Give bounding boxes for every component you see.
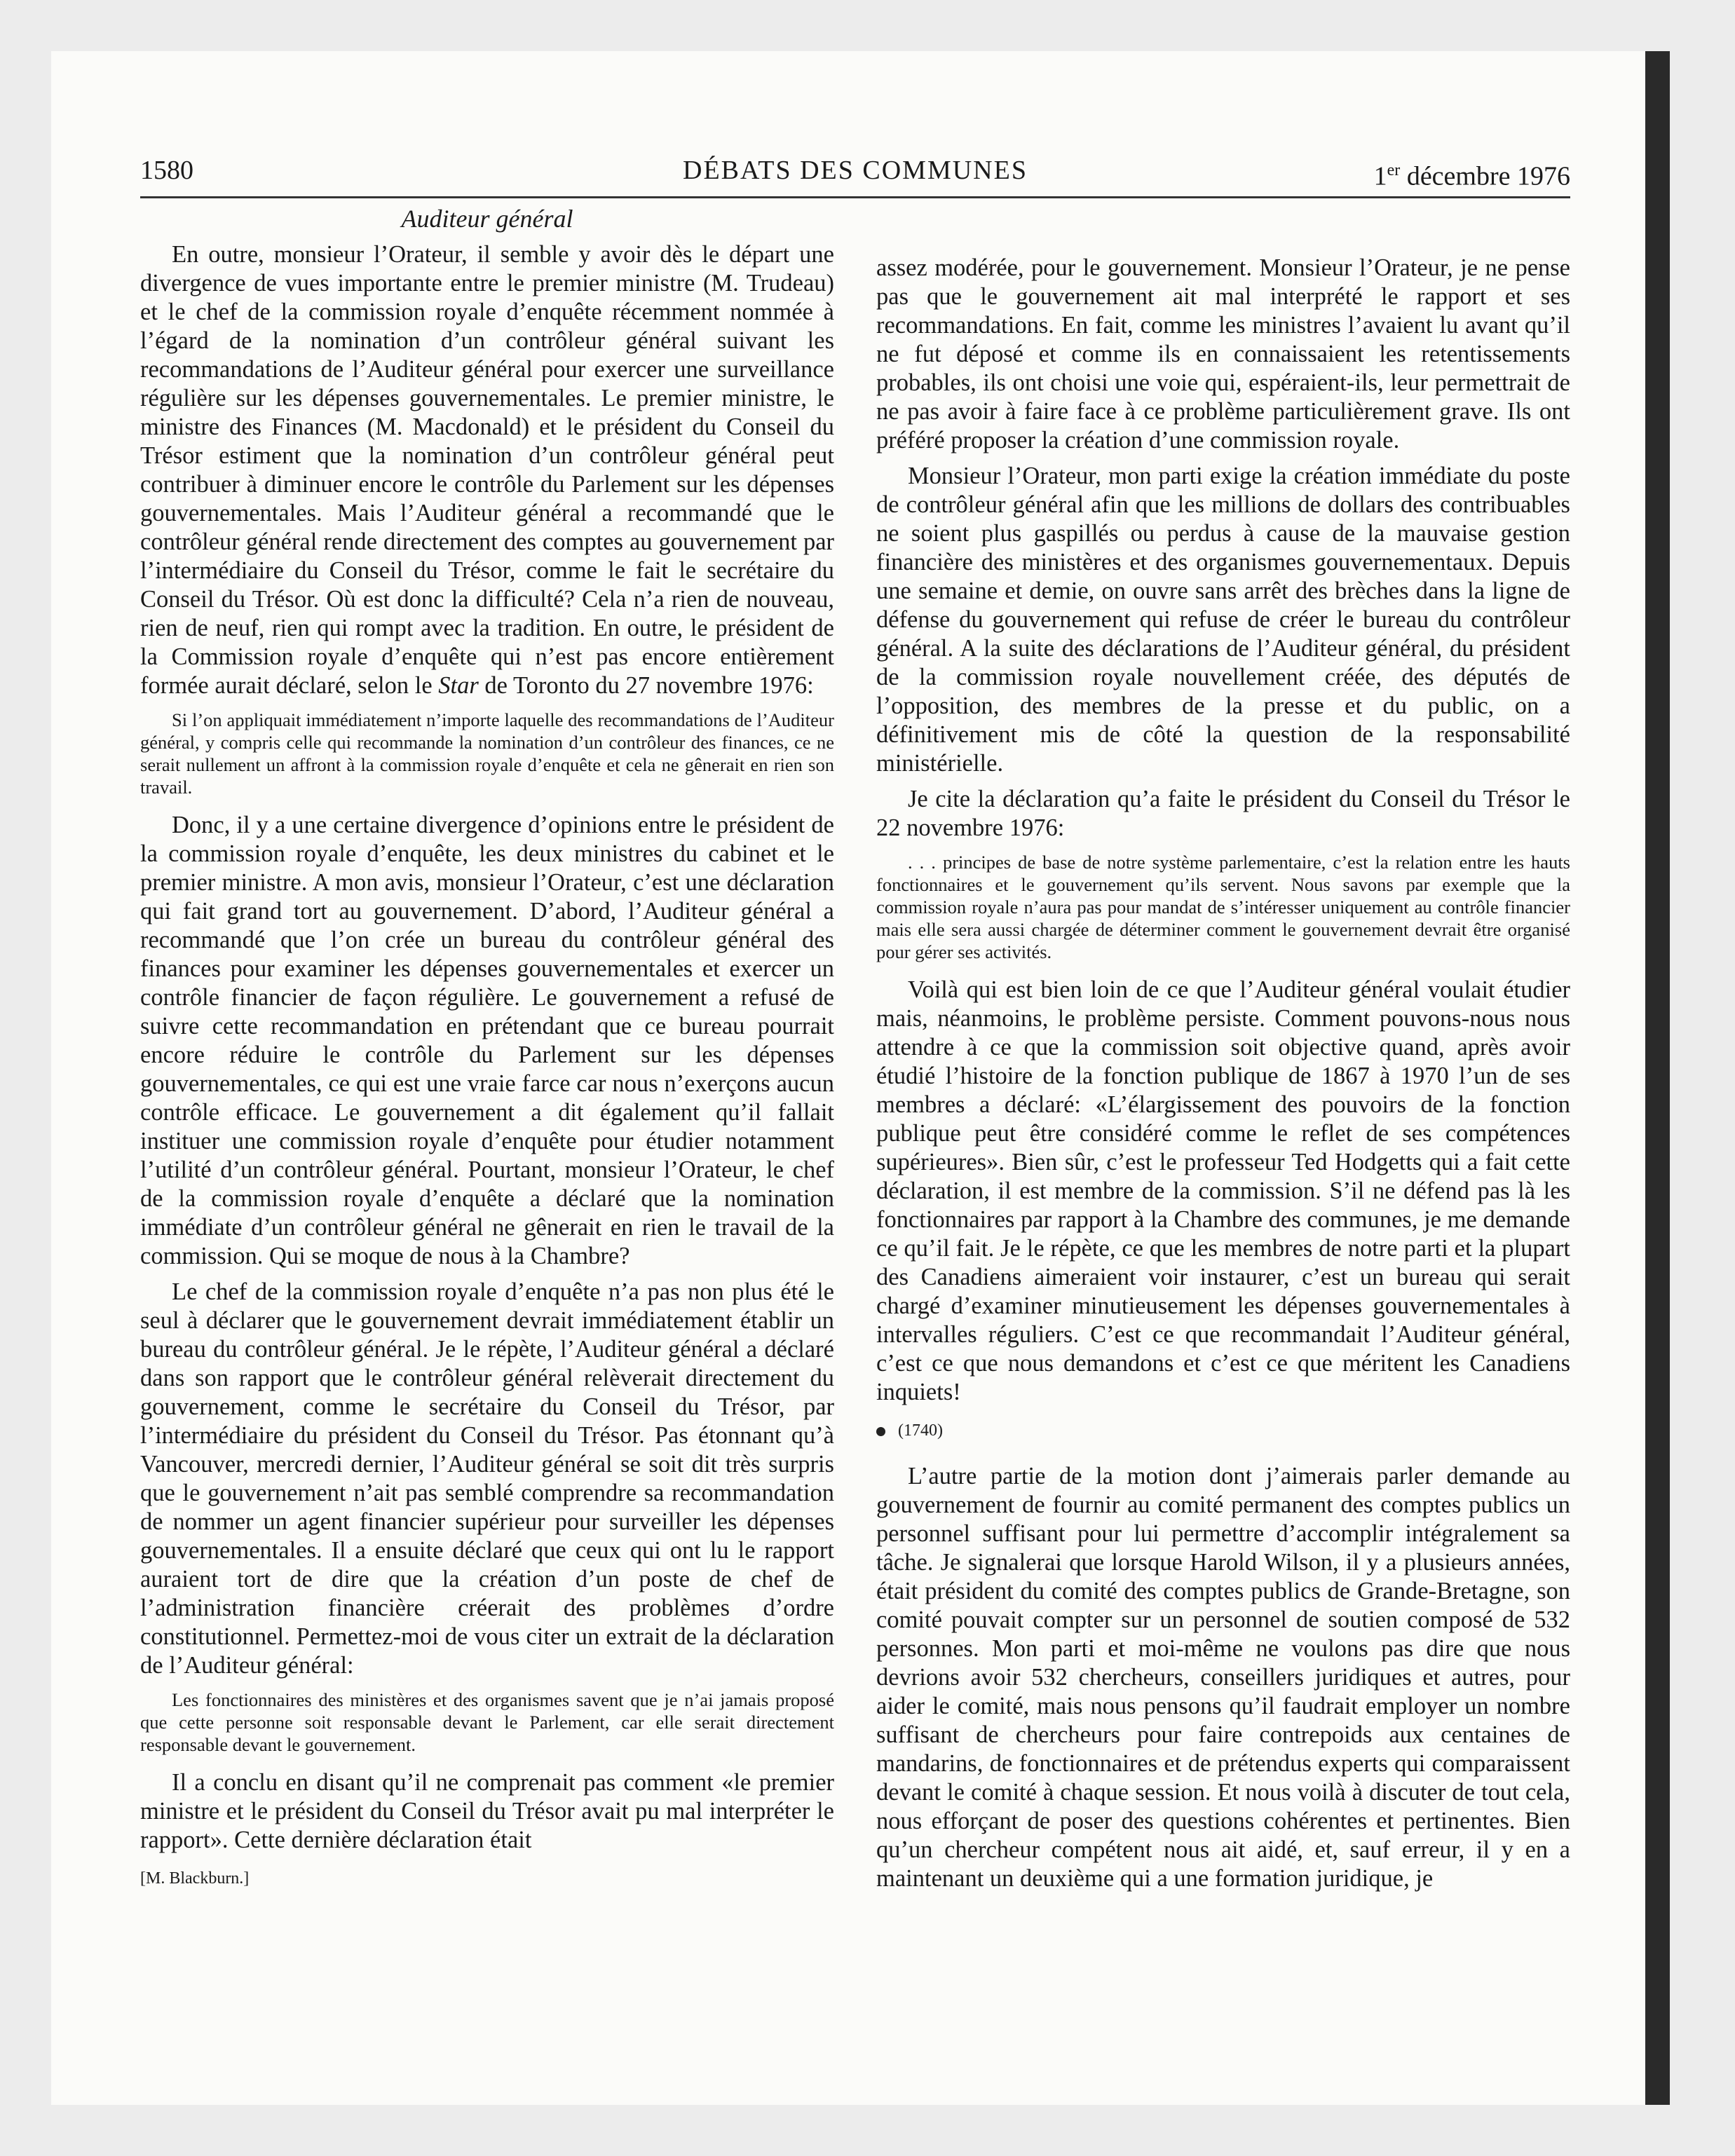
bullet-dot-icon bbox=[876, 1427, 885, 1436]
time-marker bbox=[876, 1417, 1570, 1445]
paragraph: L’autre partie de la motion dont j’aimerais parler demande au gouvernement de fournir au comité permanent des comptes publics un personnel suffisant pour lui permettre d’accomplir intégralement sa tâche. Je signalerai que lorsque Harold Wilson, il y a plusieurs années, était président du comité des comptes publics de Grande-Bretagne, son comité pouvait compter sur un personnel de soutien composé de 532 personnes. Mon parti et moi-même ne voulons pas dire que nous devrions avoir 532 chercheurs, conseillers juridiques et autres, pour aider le comité, mais nous pensons qu’il faudrait employer un nombre suffisant de chercheurs pour faire contrepoids aux centaines de mandarins, de fonctionnaires et de prétendus experts qui comparaissent devant le comité à chaque session. Et nous voilà à discuter de tout cela, nous efforçant de poser des questions cohérentes et pertinentes. Bien qu’un chercheur compétent nous ait aidé, et, sauf erreur, il y en a maintenant un deuxième qui a une formation juridique, je bbox=[876, 1463, 1570, 1892]
time-marker-text: (1740) bbox=[898, 1421, 943, 1440]
left-column bbox=[140, 205, 834, 1900]
block-quote: Les fonctionnaires des ministères et des organismes savent que je n’ai jamais proposé que cette personne soit responsable devant le Parlement, car elle serait directement responsable devant le gouvernement. bbox=[140, 1689, 834, 1755]
section-heading: Auditeur général bbox=[401, 205, 573, 233]
publication-date bbox=[1374, 153, 1570, 194]
scan-edge-bar bbox=[1645, 51, 1670, 2105]
journal-title: DÉBATS DES COMMUNES bbox=[683, 156, 1028, 185]
paragraph: Monsieur l’Orateur, mon parti exige la création immédiate du poste de contrôleur général afin que les millions de dollars des contribuables ne soient plus gaspillés ou perdus à cause de la mauvaise gestion financière des ministères et des organismes gouvernementaux. Depuis une semaine et demie, on ouvre sans arrêt des brèches dans la ligne de défense du gouvernement qui refuse de créer le bureau du contrôleur général. A la suite des déclarations de l’Auditeur général, du président de la commission royale nouvellement créée, des députés de l’opposition, des membres de la presse et du public, on a définitivement mis de côté la question de la responsabilité ministérielle. bbox=[876, 463, 1570, 777]
speaker-attribution: [M. Blackburn.] bbox=[140, 1869, 250, 1888]
paragraph: Le chef de la commission royale d’enquête n’a pas non plus été le seul à déclarer que le gouvernement devrait immédiatement établir un bureau du contrôleur général. Je le répète, l’Auditeur général a déclaré dans son rapport que le contrôleur général relèverait directement du gouvernement, comme le secrétaire du Conseil du Trésor, par l’intermédiaire du président du Conseil du Trésor. Pas étonnant qu’à Vancouver, mercredi dernier, l’Auditeur général se soit dit très surpris que le gouvernement n’ait pas semblé comprendre sa recommandation de nommer un agent financier supérieur pour surveiller les dépenses gouvernementales. Il a ensuite déclaré que ceux qui ont lu le rapport auraient tort de dire que la création d’un poste de chef de l’administration financière créerait des problèmes d’ordre constitutionnel. Permettez-moi de vous citer un extrait de la déclaration de l’Auditeur général: bbox=[140, 1278, 834, 1679]
right-column bbox=[876, 254, 1570, 1900]
paragraph: Voilà qui est bien loin de ce que l’Auditeur général voulait étudier mais, néanmoins, le problème persiste. Comment pouvons-nous nous attendre à ce que la commission soit objective quand, après avoir étudié l’histoire de la fonction publique de 1867 à 1970 l’un de ses membres a déclaré: «L’élargissement des pouvoirs de la fonction publique peut être considéré comme le reflet de ses compétences supérieures». Bien sûr, c’est le professeur Ted Hodgetts qui a fait cette déclaration, il est membre de la commission. S’il ne défend pas là les fonctionnaires par rapport à la Chambre des communes, je me demande ce qu’il fait. Je le répète, ce que les membres de notre parti et la plupart des Canadiens aimeraient voir instaurer, c’est un bureau qui serait chargé d’examiner minutieusement les dépenses gouvernementales à intervalles réguliers. C’est ce que recommandait l’Auditeur général, c’est ce que nous demandons et c’est ce que méritent les Canadiens inquiets! bbox=[876, 976, 1570, 1405]
newspaper-name: Star bbox=[438, 672, 479, 699]
date-superscript: er bbox=[1387, 161, 1401, 179]
block-quote: . . . principes de base de notre système parlementaire, c’est la relation entre les hauts fonctionnaires et le gouvernement qu’ils servent. Nous savons par exemple que la commission royale n’aura pas pour mandat de s’intéresser uniquement au contrôle financier mais elle sera aussi chargée de déterminer comment le gouvernement devrait être organisé pour gérer ses activités. bbox=[876, 852, 1570, 962]
page-header bbox=[140, 153, 1570, 193]
block-quote: Si l’on appliquait immédiatement n’importe laquelle des recommandations de l’Auditeur général, y compris celle qui recommande la nomination d’un contrôleur des finances, ce ne serait nullement un affront à la commission royale d’enquête et cela ne gênerait en rien son travail. bbox=[140, 709, 834, 798]
date-rest: décembre 1976 bbox=[1400, 161, 1570, 191]
paragraph: assez modérée, pour le gouvernement. Monsieur l’Orateur, je ne pense pas que le gouvernement ait mal interprété le rapport et ses recommandations. En fait, comme les ministres l’avaient lu avant qu’il ne fut déposé et comme ils en connaissaient les retentissements probables, ils ont choisi une voie qui, espéraient-ils, leur permettrait de ne pas avoir à faire face à ce problème particulièrement grave. Ils ont préféré proposer la création d’une commission royale. bbox=[876, 254, 1570, 453]
date-day: 1 bbox=[1373, 161, 1387, 191]
paragraph-text-end: de Toronto du 27 novembre 1976: bbox=[478, 672, 814, 699]
paragraph bbox=[140, 240, 834, 700]
paragraph: Donc, il y a une certaine divergence d’opinions entre le président de la commission royale d’enquête, les deux ministres du cabinet et le premier ministre. A mon avis, monsieur l’Orateur, c’est une déclaration qui fait grand tort au gouvernement. D’abord, l’Auditeur général a recommandé que l’on crée un bureau du contrôleur général des finances pour examiner les dépenses gouvernementales et exercer un contrôle financier de façon régulière. Le gouvernement a refusé de suivre cette recommandation en prétendant que ce bureau pourrait encore réduire le contrôle du Parlement sur les dépenses gouvernementales, ce qui est une vraie farce car nous n’exerçons aucun contrôle efficace. Le gouvernement a dit également qu’il fallait instituer une commission royale d’enquête pour étudier notamment l’utilité d’un contrôleur général. Pourtant, monsieur l’Orateur, le chef de la commission royale d’enquête a déclaré que la nomination immédiate d’un contrôleur général ne gênerait en rien le travail de la commission. Qui se moque de nous à la Chambre? bbox=[140, 812, 834, 1269]
paragraph: Je cite la déclaration qu’a faite le président du Conseil du Trésor le 22 novembre 1976: bbox=[876, 786, 1570, 841]
paragraph-text: En outre, monsieur l’Orateur, il semble y avoir dès le départ une divergence de vues importante entre le premier ministre (M. Trudeau) et le chef de la commission royale d’enquête récemment nommée à l’égard de la nomination d’un contrôleur général suivant les recommandations de l’Auditeur général pour exercer une surveillance régulière sur les dépenses gouvernementales. Le premier ministre, le ministre des Finances (M. Macdonald) et le président du Conseil du Trésor estiment que la nomination d’un contrôleur général peut contribuer à diminuer encore le contrôle du Parlement sur les dépenses gouvernementales. Mais l’Auditeur général a recommandé que le contrôleur général rende directement des comptes au gouvernement par l’intermédiaire du Conseil du Trésor, comme le fait le secrétaire du Conseil du Trésor. Où est donc la difficulté? Cela n’a rien de nouveau, rien de neuf, rien qui rompt avec la tradition. En outre, le président de la Commission royale d’enquête qui n’est pas encore entièrement formée aurait déclaré, selon le bbox=[140, 241, 834, 699]
page-number: 1580 bbox=[140, 156, 193, 185]
paragraph: Il a conclu en disant qu’il ne comprenait pas comment «le premier ministre et le président du Conseil du Trésor avait pu mal interpréter le rapport». Cette dernière déclaration était bbox=[140, 1769, 834, 1853]
header-rule bbox=[140, 196, 1570, 198]
